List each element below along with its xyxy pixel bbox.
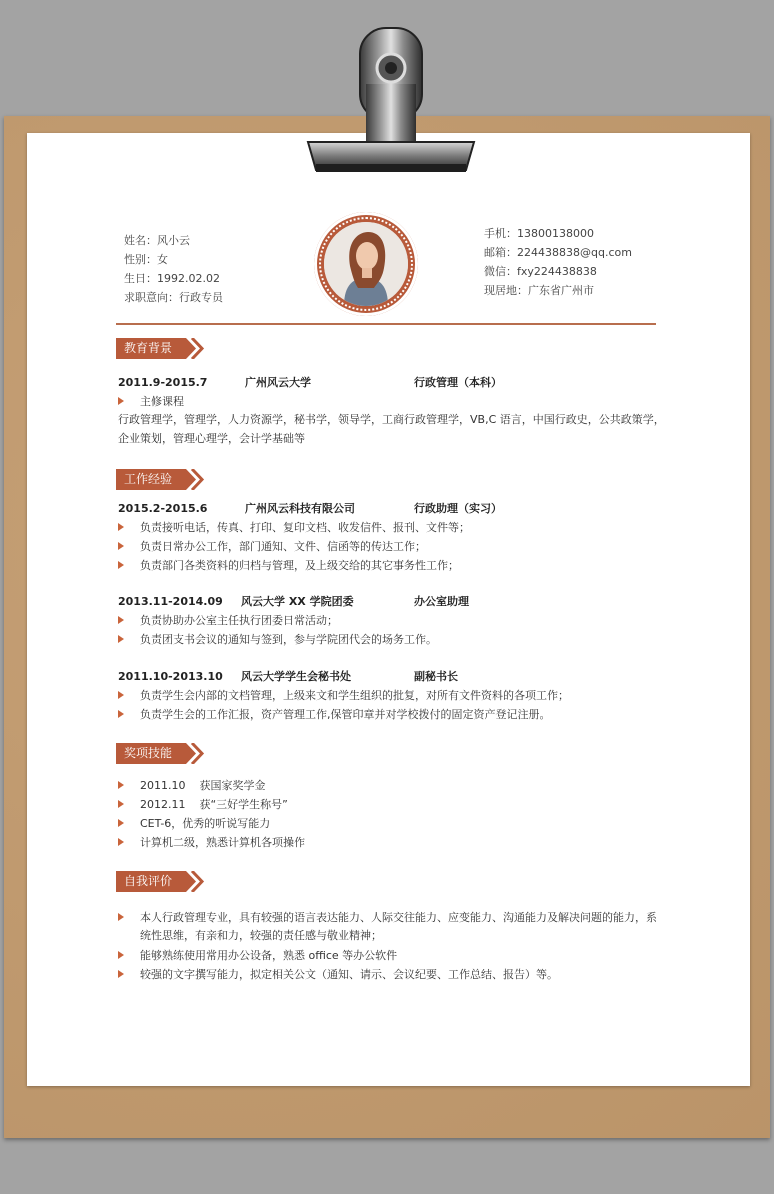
personal-info-right [484, 224, 632, 300]
list-item: 负责学生会的工作汇报，资产管理工作,保管印章并对学校拨付的固定资产登记注册。 [118, 705, 678, 724]
gender-text: 性别：女 [124, 253, 168, 266]
birth-text: 生日：1992.02.02 [124, 272, 220, 285]
work2-org: 风云大学 XX 学院团委 [241, 595, 354, 608]
section-title-work: 工作经验 [124, 472, 173, 486]
list-item: 负责接听电话，传真、打印、复印文档、收发信件、报刊、文件等； [118, 518, 638, 537]
edu-major: 行政管理（本科） [414, 376, 502, 389]
list-item: 2012.11 获“三好学生称号” [118, 795, 518, 814]
work1-org: 广州风云科技有限公司 [245, 502, 355, 515]
name-text: 姓名：风小云 [124, 234, 190, 247]
work3-role: 副秘书长 [414, 670, 458, 683]
list-item: 负责协助办公室主任执行团委日常活动； [118, 611, 638, 630]
bullet-arrow-icon [118, 913, 124, 921]
binder-clip-icon [290, 24, 480, 176]
work3-org: 风云大学学生会秘书处 [241, 670, 351, 683]
profile-photo [324, 222, 408, 306]
list-item: 2011.10 获国家奖学金 [118, 776, 518, 795]
bullet-arrow-icon [118, 523, 124, 531]
edu-period: 2011.9-2015.7 [118, 376, 208, 389]
work1-period: 2015.2-2015.6 [118, 502, 208, 515]
section-title-education: 教育背景 [124, 341, 173, 355]
work2-role: 办公室助理 [414, 595, 469, 608]
personal-info-left [124, 231, 223, 307]
list-item: 负责日常办公工作，部门通知、文件、信函等的传达工作； [118, 537, 638, 556]
list-item: 负责学生会内部的文档管理，上级来文和学生组织的批复，对所有文件资料的各项工作； [118, 686, 678, 705]
list-item: 计算机二级，熟悉计算机各项操作 [118, 833, 518, 852]
list-item: 负责团支书会议的通知与签到，参与学院团代会的场务工作。 [118, 630, 638, 649]
bullet-arrow-icon [118, 710, 124, 718]
section-title-awards: 奖项技能 [124, 746, 173, 760]
list-item: 能够熟练使用常用办公设备，熟悉 office 等办公软件 [118, 946, 678, 965]
header-divider [116, 323, 656, 325]
list-item: 较强的文字撰写能力，拟定相关公文（通知、请示、会议纪要、工作总结、报告）等。 [118, 965, 678, 984]
bullet-arrow-icon [118, 838, 124, 846]
edu-courses-line1: 行政管理学，管理学，人力资源学，秘书学，领导学，工商行政管理学，VB,C 语言，中国行政史，公共政策学， [118, 413, 665, 426]
self-item1-line2: 统性思维，有亲和力，较强的责任感与敬业精神； [140, 929, 382, 942]
bullet-arrow-icon [118, 819, 124, 827]
email-text: 邮箱：224438838@qq.com [484, 246, 632, 259]
edu-courses-label: 主修课程 [118, 392, 318, 411]
address-text: 现居地：广东省广州市 [484, 284, 594, 297]
work3-period: 2011.10-2013.10 [118, 670, 223, 683]
work2-period: 2013.11-2014.09 [118, 595, 223, 608]
job-intent-text: 求职意向：行政专员 [124, 291, 223, 304]
phone-text: 手机：13800138000 [484, 227, 594, 240]
bullet-arrow-icon [118, 691, 124, 699]
wechat-text: 微信：fxy224438838 [484, 265, 597, 278]
bullet-arrow-icon [118, 635, 124, 643]
list-item: 本人行政管理专业，具有较强的语言表达能力、人际交往能力、应变能力、沟通能力及解决问题的能力，系 [118, 908, 678, 927]
bullet-arrow-icon [118, 561, 124, 569]
bullet-arrow-icon [118, 800, 124, 808]
section-title-self: 自我评价 [124, 874, 173, 888]
work1-role: 行政助理（实习） [414, 502, 502, 515]
list-item: CET-6，优秀的听说写能力 [118, 814, 518, 833]
bullet-arrow-icon [118, 951, 124, 959]
edu-school: 广州风云大学 [245, 376, 311, 389]
list-item: 负责部门各类资料的归档与管理，及上级交给的其它事务性工作； [118, 556, 638, 575]
edu-courses-line2: 企业策划，管理心理学，会计学基础等 [118, 432, 305, 445]
bullet-arrow-icon [118, 781, 124, 789]
bullet-arrow-icon [118, 970, 124, 978]
bullet-arrow-icon [118, 397, 124, 405]
bullet-arrow-icon [118, 542, 124, 550]
photo-frame [314, 212, 418, 316]
bullet-arrow-icon [118, 616, 124, 624]
